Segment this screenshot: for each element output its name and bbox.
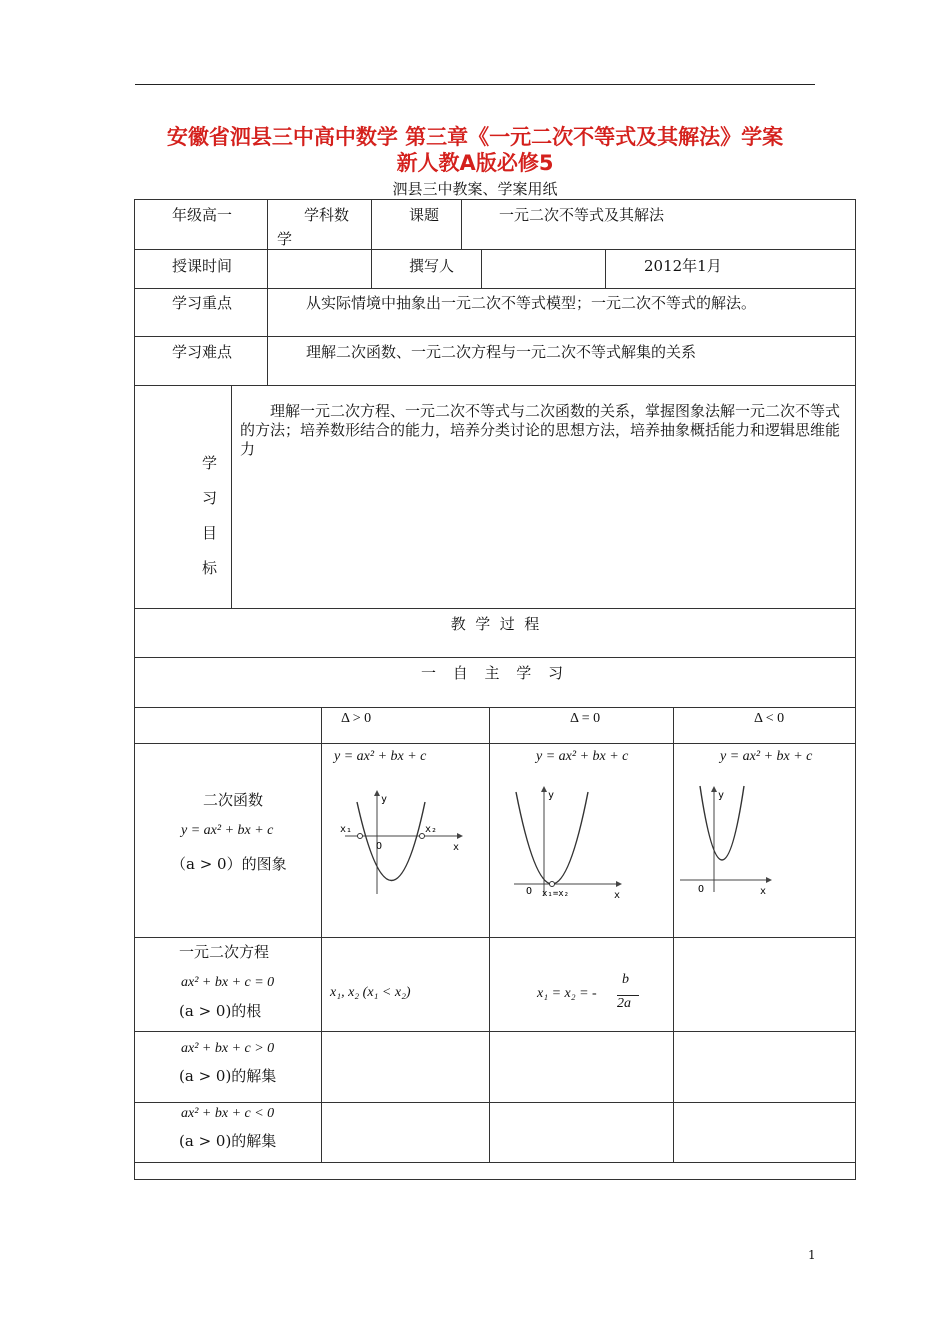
cell-time-value: [267, 249, 372, 289]
doc-title-line1: 安徽省泗县三中高中数学 第三章《一元二次不等式及其解法》学案: [166, 125, 784, 149]
roots-two: x₁, x₂ (x₁ < x₂): [330, 985, 411, 1000]
topic-text: 一元二次不等式及其解法: [499, 206, 665, 224]
label-y: y: [718, 790, 725, 801]
x-axis-arrow: [616, 881, 622, 887]
doc-title-line2: 新人教A版必修5: [396, 151, 554, 175]
formula-c2: y = ax² + bx + c: [536, 749, 629, 764]
label-x1: x₁: [340, 824, 353, 835]
author-label: 撰写人: [409, 257, 455, 275]
row1-label-a: 二次函数: [203, 791, 264, 809]
tbl-head-empty: [134, 707, 322, 744]
graph-no-root: [678, 784, 808, 904]
graph-one-root: [510, 784, 640, 904]
tbl-head-3: [673, 707, 856, 744]
root-point-x1: [358, 834, 363, 839]
row2-label-c: (a > 0)的根: [179, 1002, 262, 1020]
cell-date: [605, 249, 856, 289]
grade-label: 年级高一: [172, 206, 233, 224]
label-x: x: [453, 842, 460, 853]
time-label: 授课时间: [172, 257, 233, 275]
row4-label-a: ax² + bx + c < 0: [181, 1106, 275, 1121]
tbl-row2-c3: [673, 937, 856, 1032]
tbl-row2-label: [134, 937, 322, 1032]
doc-subtitle: 泗县三中教案、学案用纸: [392, 180, 558, 198]
cell-author-label: [371, 249, 482, 289]
cell-key-label: [134, 288, 268, 337]
diff-label: 学习难点: [172, 343, 233, 361]
cell-key-text: [267, 288, 856, 337]
x-axis-arrow: [766, 877, 772, 883]
label-x: x: [760, 886, 767, 897]
subject-label-b: 学: [277, 230, 293, 248]
formula-c3: y = ax² + bx + c: [720, 749, 813, 764]
cell-subject: [267, 199, 372, 250]
tbl-row3-label: [134, 1031, 322, 1103]
cell-diff-text: [267, 336, 856, 386]
root-point: [550, 882, 555, 887]
goal-text: 理解一元二次方程、一元二次不等式与二次函数的关系，掌握图象法解一元二次不等式的方法；培养数形结合的能力，培养分类讨论的思想方法，培养抽象概括能力和逻辑思维能力: [240, 402, 841, 458]
page-number: 1: [808, 1248, 816, 1262]
parabola-curve: [357, 802, 425, 881]
label-y: y: [548, 790, 555, 801]
key-text: 从实际情境中抽象出一元二次不等式模型；一元二次不等式的解法。: [306, 294, 757, 312]
section-heading: 一 自 主 学 习: [420, 664, 570, 682]
cell-grade: [134, 199, 268, 250]
col-head-delta-zero: Δ = 0: [570, 711, 601, 726]
tbl-row4-c3: [673, 1102, 856, 1163]
header-rule: [135, 84, 815, 85]
cell-section: [134, 657, 856, 708]
tbl-head-1: [321, 707, 490, 744]
row3-label-b: (a > 0)的解集: [179, 1067, 277, 1085]
tbl-head-2: [489, 707, 674, 744]
graph-two-roots: [337, 784, 467, 904]
tbl-row4-c1: [321, 1102, 490, 1163]
cell-process-heading: [134, 608, 856, 658]
roots-equal-den: 2a: [617, 996, 631, 1011]
cell-topic: [461, 199, 856, 250]
topic-label: 课题: [409, 206, 440, 224]
goal-label-char-3: 目: [202, 524, 218, 542]
tbl-row2-c1: [321, 937, 490, 1032]
y-axis-arrow: [541, 786, 547, 792]
label-x2: x₂: [425, 824, 438, 835]
row2-label-b: ax² + bx + c = 0: [181, 975, 275, 990]
label-origin: O: [376, 841, 383, 852]
y-axis-arrow: [374, 790, 380, 796]
date-text: 2012年1月: [644, 257, 722, 275]
goal-label-char-4: 标: [202, 559, 218, 577]
label-origin: O: [698, 884, 705, 895]
tbl-row1-c1: [321, 743, 490, 938]
parabola-curve: [516, 792, 588, 884]
root-point-x2: [420, 834, 425, 839]
goal-label-char-1: 学: [202, 454, 218, 472]
row4-label-b: (a > 0)的解集: [179, 1132, 277, 1150]
y-axis-arrow: [711, 786, 717, 792]
row1-label-c: （a > 0）的图象: [171, 855, 287, 873]
tbl-row2-c2: [489, 937, 674, 1032]
roots-equal-num: b: [622, 972, 629, 987]
row3-label-a: ax² + bx + c > 0: [181, 1041, 275, 1056]
row1-label-b: y = ax² + bx + c: [181, 823, 274, 838]
tbl-row3-c3: [673, 1031, 856, 1103]
tbl-row1-label: [134, 743, 322, 938]
tbl-row1-c2: [489, 743, 674, 938]
label-x1x2: x₁=x₂: [542, 889, 570, 899]
goal-label-char-2: 习: [202, 489, 218, 507]
tbl-row3-c2: [489, 1031, 674, 1103]
diff-text: 理解二次函数、一元二次方程与一元二次不等式解集的关系: [306, 343, 697, 361]
label-x: x: [614, 890, 621, 901]
tbl-row4-c2: [489, 1102, 674, 1163]
formula-c1: y = ax² + bx + c: [334, 749, 427, 764]
tbl-row1-c3: [673, 743, 856, 938]
key-label: 学习重点: [172, 294, 233, 312]
label-y: y: [381, 794, 388, 805]
process-heading: 教 学 过 程: [450, 615, 540, 633]
tbl-row4-label: [134, 1102, 322, 1163]
tbl-row3-c1: [321, 1031, 490, 1103]
col-head-delta-pos: Δ > 0: [341, 711, 372, 726]
cell-goal-label: [134, 385, 232, 609]
cell-time-label: [134, 249, 268, 289]
cell-author-value: [481, 249, 606, 289]
x-axis-arrow: [457, 833, 463, 839]
cell-diff-label: [134, 336, 268, 386]
row2-label-a: 一元二次方程: [179, 943, 270, 961]
col-head-delta-neg: Δ < 0: [754, 711, 785, 726]
roots-equal-left: x₁ = x₂ = -: [537, 986, 597, 1001]
cell-topic-label: [371, 199, 462, 250]
tbl-blank-row: [134, 1162, 856, 1180]
label-origin: O: [526, 886, 533, 897]
subject-label-a: 学科数: [304, 206, 350, 224]
